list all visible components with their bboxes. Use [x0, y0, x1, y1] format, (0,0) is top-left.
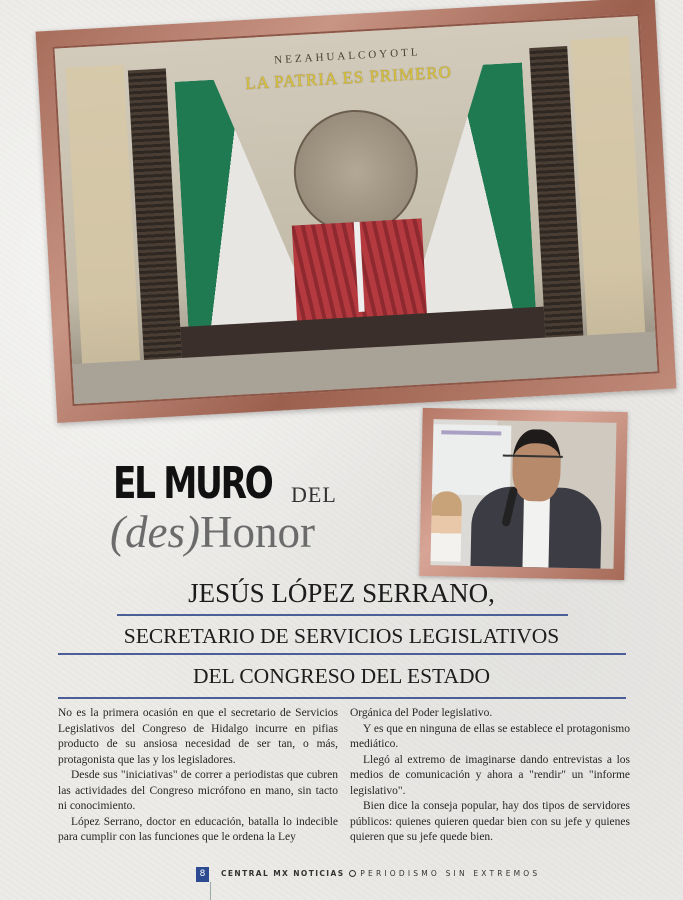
- subhead-title: SECRETARIO DE SERVICIOS LEGISLATIVOS: [123, 624, 560, 648]
- paragraph: Y es que en ninguna de ellas se establece el protagonismo mediático.: [350, 722, 630, 750]
- paragraph: No es la primera ocasión en que el secretario de Servicios Legislativos del Congreso de Hidalgo incurre en pifias producto de su ansiosa necesidad de ser tan, o más, protagonista que las y los legisladores.: [58, 707, 338, 766]
- bullet-icon: [349, 870, 356, 877]
- headline-honor: Honor: [199, 507, 315, 557]
- woman-figure: [431, 491, 462, 562]
- paragraph: Bien dice la conseja popular, hay dos tipos de servidores públicos: quienes quieren quedar bien con su jefe y quienes quieren que su jefe quede bien.: [350, 800, 630, 843]
- page-number: 8: [196, 867, 209, 882]
- red-drape: [292, 218, 427, 325]
- main-photo-frame: [36, 0, 677, 423]
- footer-brand: CENTRAL MX NOTICIAS: [221, 869, 345, 878]
- divider: [117, 614, 568, 616]
- main-photo: [52, 14, 659, 406]
- divider: [58, 697, 626, 699]
- paragraph: López Serrano, doctor en educación, batalla lo indecible para cumplir con las funciones que le ordena la Ley: [58, 815, 338, 843]
- body-column-2: [350, 706, 630, 846]
- honor-wall-right: [571, 37, 646, 340]
- honor-wall-left: [66, 65, 141, 368]
- portrait-photo: [430, 419, 616, 569]
- divider: [58, 653, 626, 655]
- national-seal-icon: [291, 107, 422, 238]
- paragraph: Llegó al extremo de imaginarse dando entrevistas a los medios de comunicación y ahora a "rendir" un "informe legislativo".: [350, 753, 630, 797]
- man-head: [512, 429, 561, 502]
- inscription-top: NEZAHUALCOYOTL: [273, 46, 421, 67]
- chamber-scene: [55, 16, 658, 404]
- headline-des: (des): [110, 507, 200, 557]
- footer: [221, 869, 540, 878]
- subhead-institution: DEL CONGRESO DEL ESTADO: [192, 664, 491, 688]
- projector-screen: [432, 424, 511, 496]
- body-column-1: [58, 706, 338, 846]
- headline-bold: EL MURO: [113, 458, 272, 509]
- headline-del: DEL: [291, 482, 337, 507]
- subhead-name: JESÚS LÓPEZ SERRANO,: [188, 578, 495, 608]
- footer-slogan: PERIODISMO SIN EXTREMOS: [360, 869, 541, 878]
- paragraph: Desde sus "iniciativas" de correr a periodistas que cubren las actividades del Congreso micrófono en mano, sin tacto ni conocimiento.: [58, 769, 338, 812]
- portrait-frame: [419, 408, 627, 580]
- glasses-icon: [503, 455, 563, 464]
- paragraph: Orgánica del Poder legislativo.: [350, 707, 493, 719]
- headline-line1: [113, 458, 337, 509]
- folio-line: [210, 882, 211, 900]
- headline-line2: [110, 506, 315, 558]
- inscription-motto: LA PATRIA ES PRIMERO: [244, 62, 453, 93]
